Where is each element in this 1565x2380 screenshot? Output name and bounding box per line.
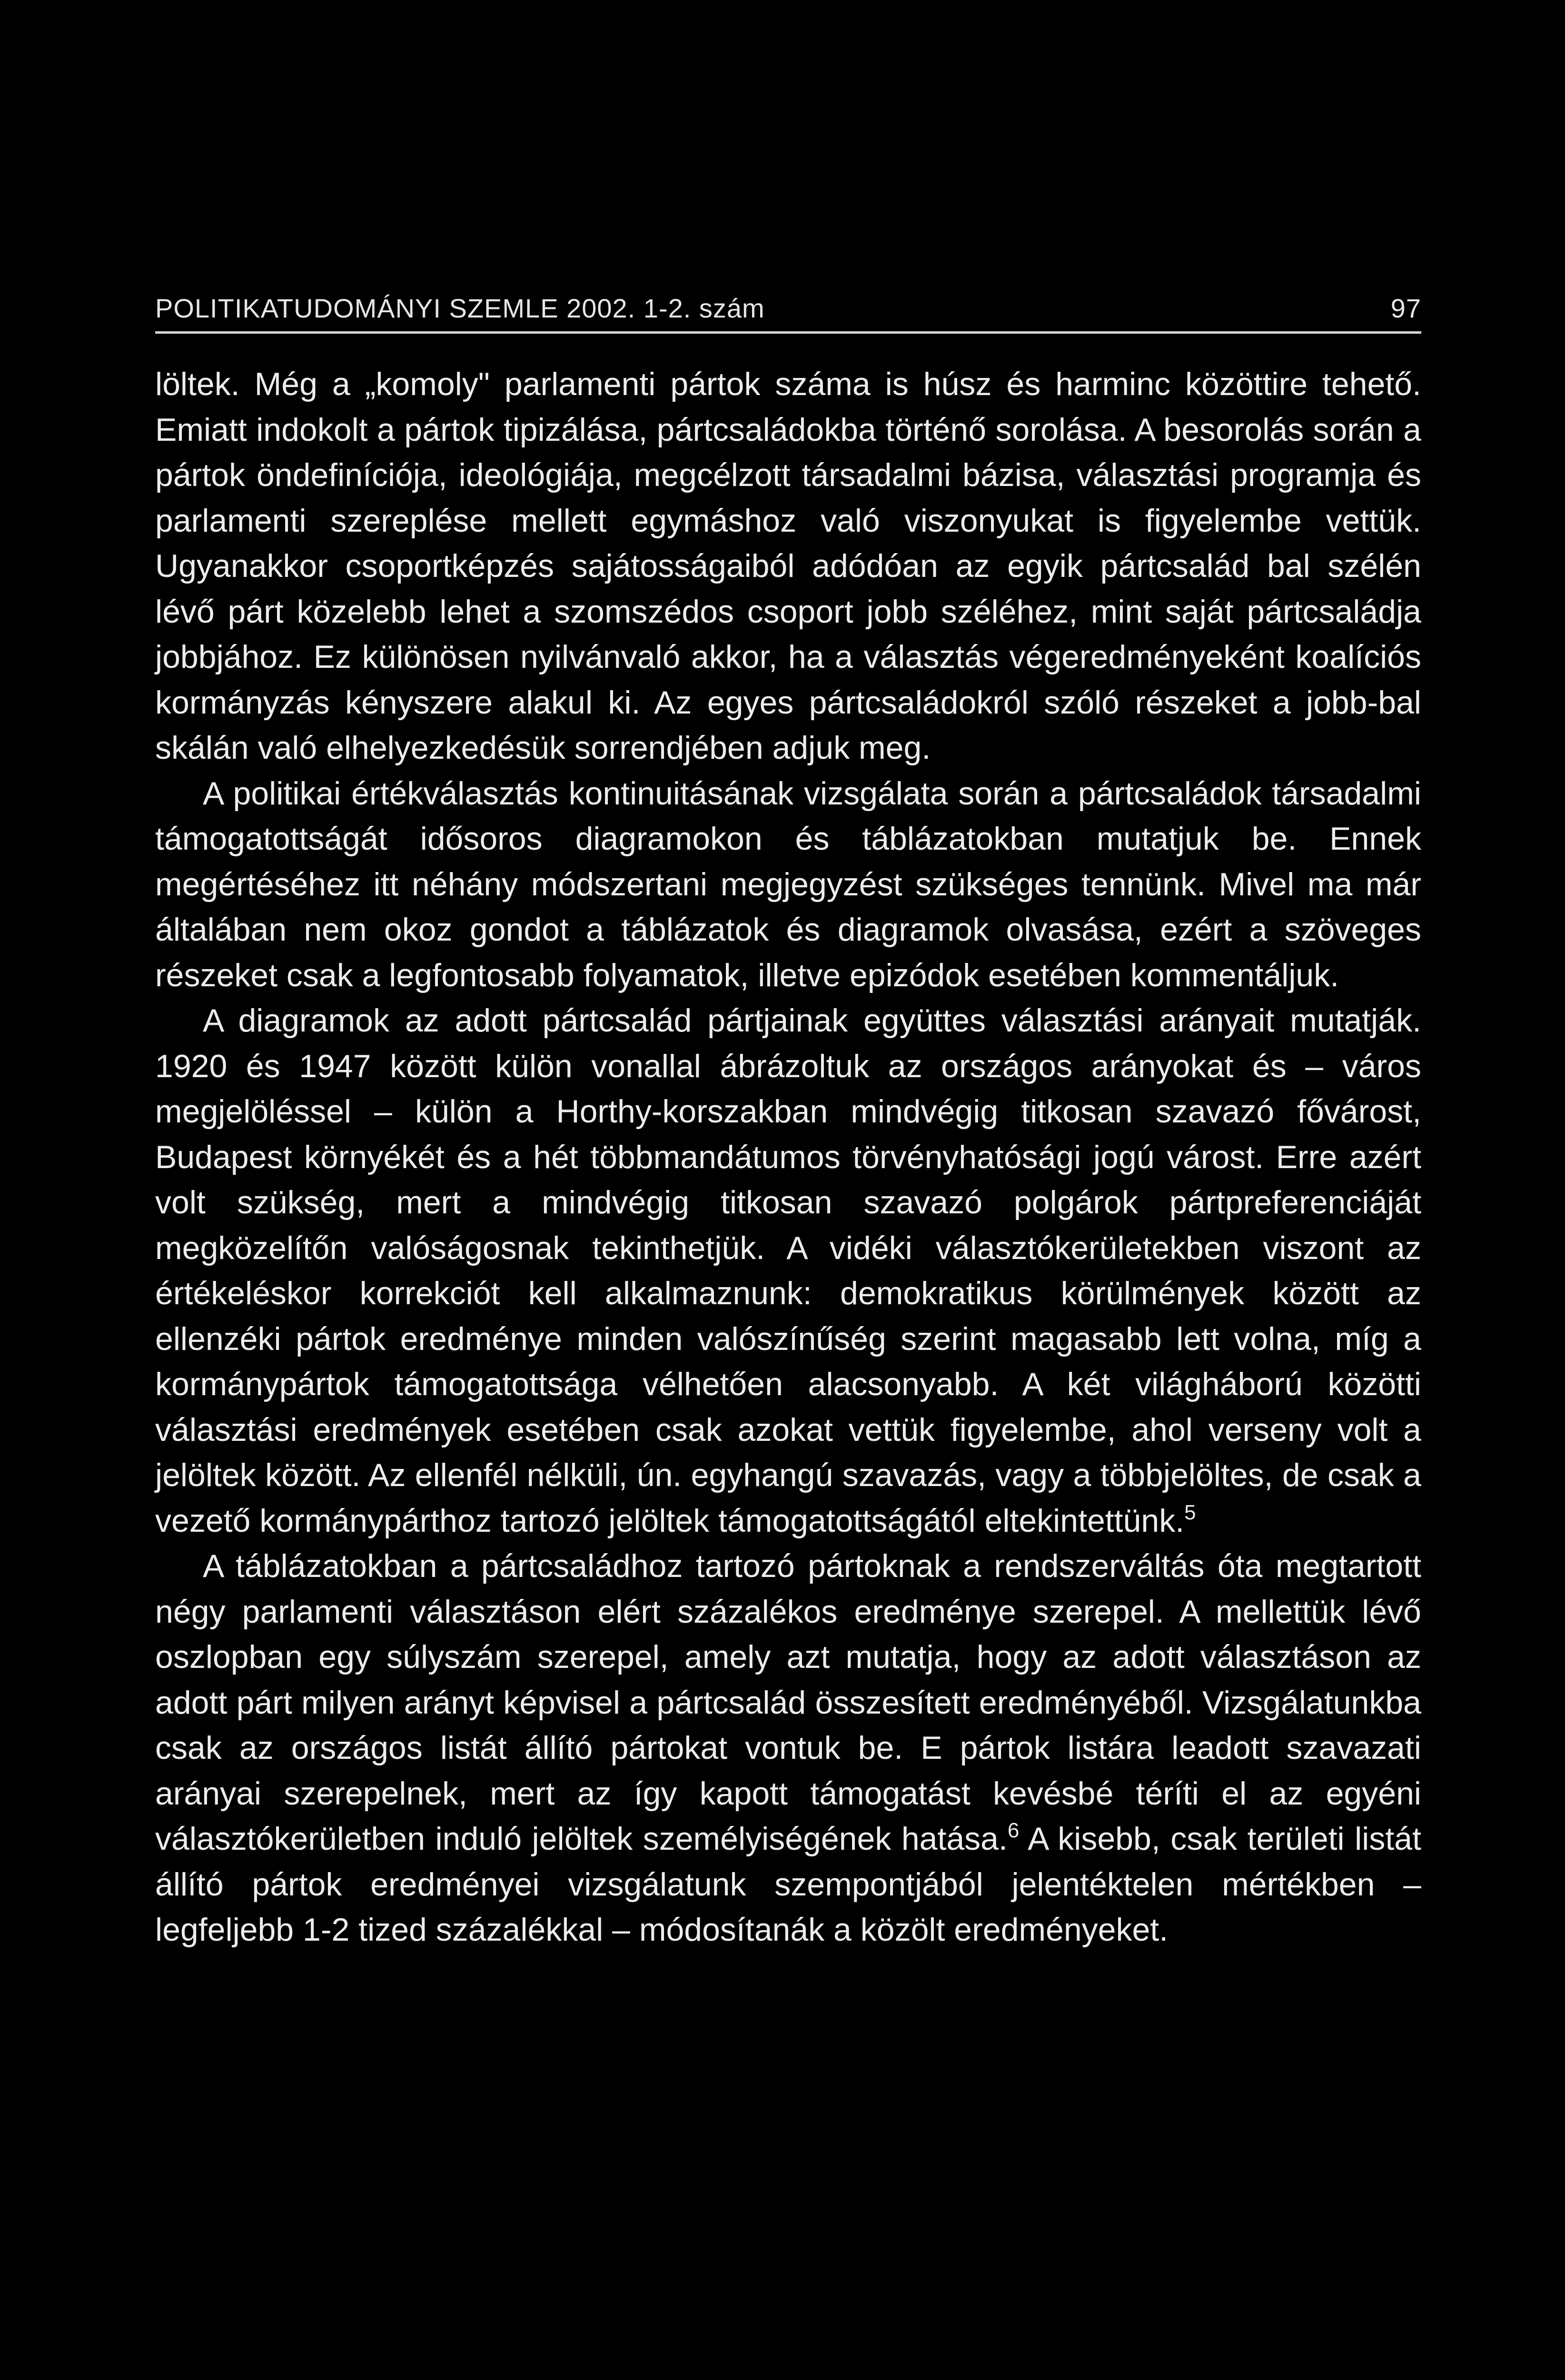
paragraph-2 (155, 771, 1421, 999)
page-number: 97 (1390, 293, 1421, 323)
paragraph-4 (155, 1544, 1421, 1953)
header-rule (155, 331, 1421, 334)
paragraph-4-text: A táblázatokban a pártcsaládhoz tartozó pártoknak a rendszerváltás óta megtartott négy parlamenti választáson elért százalékos eredménye szerepel. A mellettük lévő oszlopban egy súlyszám szerepel, amely azt mutatja, hogy az adott választáson az adott párt milyen arányt képvisel a pártcsalád összesített eredményéből. Vizsgálatunkba csak az országos listát állító pártokat vontuk be. E pártok listára leadott szavazati arányai szerepelnek, mert az így kapott támogatást kevésbé téríti el az egyéni választókerületben induló jelöltek személyiségének hatása. (155, 1548, 1421, 1857)
paragraph-4-continuation: A kisebb, csak területi listát állító pártok eredményei vizsgálatunk szempontjából jelentéktelen mértékben – legfeljebb 1-2 tized százalékkal – módosítanák a közölt eredményeket. (155, 1821, 1421, 1948)
paragraph-1-text: löltek. Még a „komoly" parlamenti pártok száma is húsz és harminc közöttire tehető. Emiatt indokolt a pártok tipizálása, pártcsaládokba történő sorolása. A besorolás során a pártok öndefiníciója, ideológiája, megcélzott társadalmi bázisa, választási programja és parlamenti szereplése mellett egymáshoz való viszonyukat is figyelembe vettük. Ugyanakkor csoportképzés sajátosságaiból adódóan az egyik pártcsalád bal szélén lévő párt közelebb lehet a szomszédos csoport jobb széléhez, mint saját pártcsaládja jobbjához. Ez különösen nyilvánvaló akkor, ha a választás végeredményeként koalíciós kormányzás kényszere alakul ki. Az egyes pártcsaládokról szóló részeket a jobb-bal skálán való elhelyezkedésük sorrendjében adjuk meg. (155, 366, 1421, 766)
footnote-ref-6[interactable]: 6 (1007, 1819, 1020, 1842)
paragraph-1 (155, 362, 1421, 771)
paragraph-2-text: A politikai értékválasztás kontinuitásának vizsgálata során a pártcsaládok társadalmi támogatottságát idősoros diagramokon és táblázatokban mutatjuk be. Ennek megértéséhez itt néhány módszertani megjegyzést szükséges tennünk. Mivel ma már általában nem okoz gondot a táblázatok és diagramok olvasása, ezért a szöveges részeket csak a legfontosabb folyamatok, illetve epizódok esetében kommentáljuk. (155, 775, 1421, 993)
article-body (155, 362, 1421, 1953)
footnote-ref-5[interactable]: 5 (1184, 1500, 1196, 1524)
paragraph-3 (155, 998, 1421, 1544)
paragraph-3-text: A diagramok az adott pártcsalád pártjainak együttes választási arányait mutatják. 1920 és 1947 között külön vonallal ábrázoltuk az országos arányokat és – város megjelöléssel – külön a Horthy-korszakban mindvégig titkosan szavazó fővárost, Budapest környékét és a hét többmandátumos törvényhatósági jogú várost. Erre azért volt szükség, mert a mindvégig titkosan szavazó polgárok pártpreferenciáját megközelítőn valóságosnak tekinthetjük. A vidéki választókerületekben viszont az értékeléskor korrekciót kell alkalmaznunk: demokratikus körülmények között az ellenzéki pártok eredménye minden valószínűség szerint magasabb lett volna, míg a kormánypártok támogatottsága vélhetően alacsonyabb. A két világháború közötti választási eredmények esetében csak azokat vettük figyelembe, ahol verseny volt a jelöltek között. Az ellenfél nélküli, ún. egyhangú szavazás, vagy a többjelöltes, de csak a vezető kormánypárthoz tartozó jelöltek támogatottságától eltekintettünk. (155, 1002, 1421, 1539)
journal-title: POLITIKATUDOMÁNYI SZEMLE 2002. 1-2. szám (155, 293, 765, 323)
running-header (155, 288, 1421, 328)
